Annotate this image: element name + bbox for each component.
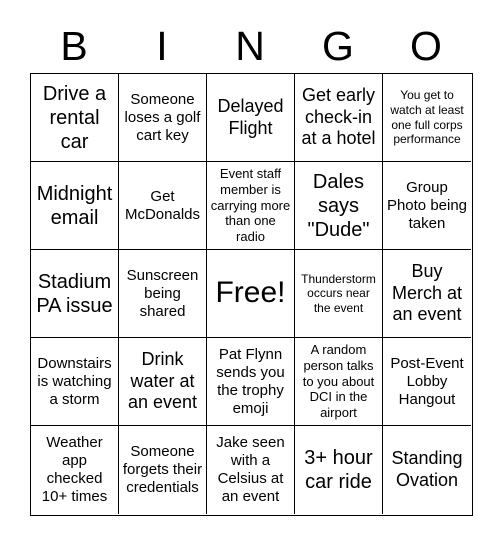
bingo-cell[interactable]: Midnight email xyxy=(31,162,119,250)
bingo-cell[interactable]: Sunscreen being shared xyxy=(119,250,207,338)
header-letter-o: O xyxy=(410,22,442,69)
bingo-cell[interactable]: Downstairs is watching a storm xyxy=(31,338,119,426)
bingo-cell[interactable]: You get to watch at least one full corps performance xyxy=(383,74,471,162)
bingo-cell[interactable]: Thunderstorm occurs near the event xyxy=(295,250,383,338)
bingo-cell[interactable]: Group Photo being taken xyxy=(383,162,471,250)
bingo-cell[interactable]: Pat Flynn sends you the trophy emoji xyxy=(207,338,295,426)
header-letter-i: I xyxy=(156,22,168,69)
header-letter-n: N xyxy=(235,22,265,69)
bingo-header xyxy=(30,20,470,72)
header-letter-g: G xyxy=(322,22,354,69)
bingo-cell[interactable]: Post-Event Lobby Hangout xyxy=(383,338,471,426)
bingo-cell[interactable]: Stadium PA issue xyxy=(31,250,119,338)
free-space[interactable]: Free! xyxy=(207,250,295,338)
bingo-cell[interactable]: Drink water at an event xyxy=(119,338,207,426)
bingo-cell[interactable]: A random person talks to you about DCI in the airport xyxy=(295,338,383,426)
bingo-cell[interactable]: 3+ hour car ride xyxy=(295,426,383,514)
bingo-cell[interactable]: Standing Ovation xyxy=(391,448,463,490)
bingo-cell[interactable]: Buy Merch at an event xyxy=(383,250,471,338)
bingo-cell[interactable]: Someone loses a golf cart key xyxy=(119,74,207,162)
bingo-cell[interactable]: Jake seen with a Celsius at an event xyxy=(207,426,295,514)
bingo-cell[interactable]: Drive a rental car xyxy=(31,74,119,162)
header-letter-b: B xyxy=(60,22,88,69)
bingo-cell[interactable]: Event staff member is carrying more than one radio xyxy=(207,162,295,250)
bingo-cell[interactable]: Dales says "Dude" xyxy=(295,162,383,250)
bingo-cell[interactable]: Get McDonalds xyxy=(119,162,207,250)
bingo-grid xyxy=(30,73,473,516)
bingo-cell[interactable]: Get early check-in at a hotel xyxy=(295,74,383,162)
bingo-cell[interactable]: Someone forgets their credentials xyxy=(119,426,207,514)
bingo-cell[interactable]: Weather app checked 10+ times xyxy=(31,426,119,514)
bingo-cell[interactable]: Delayed Flight xyxy=(207,74,295,162)
